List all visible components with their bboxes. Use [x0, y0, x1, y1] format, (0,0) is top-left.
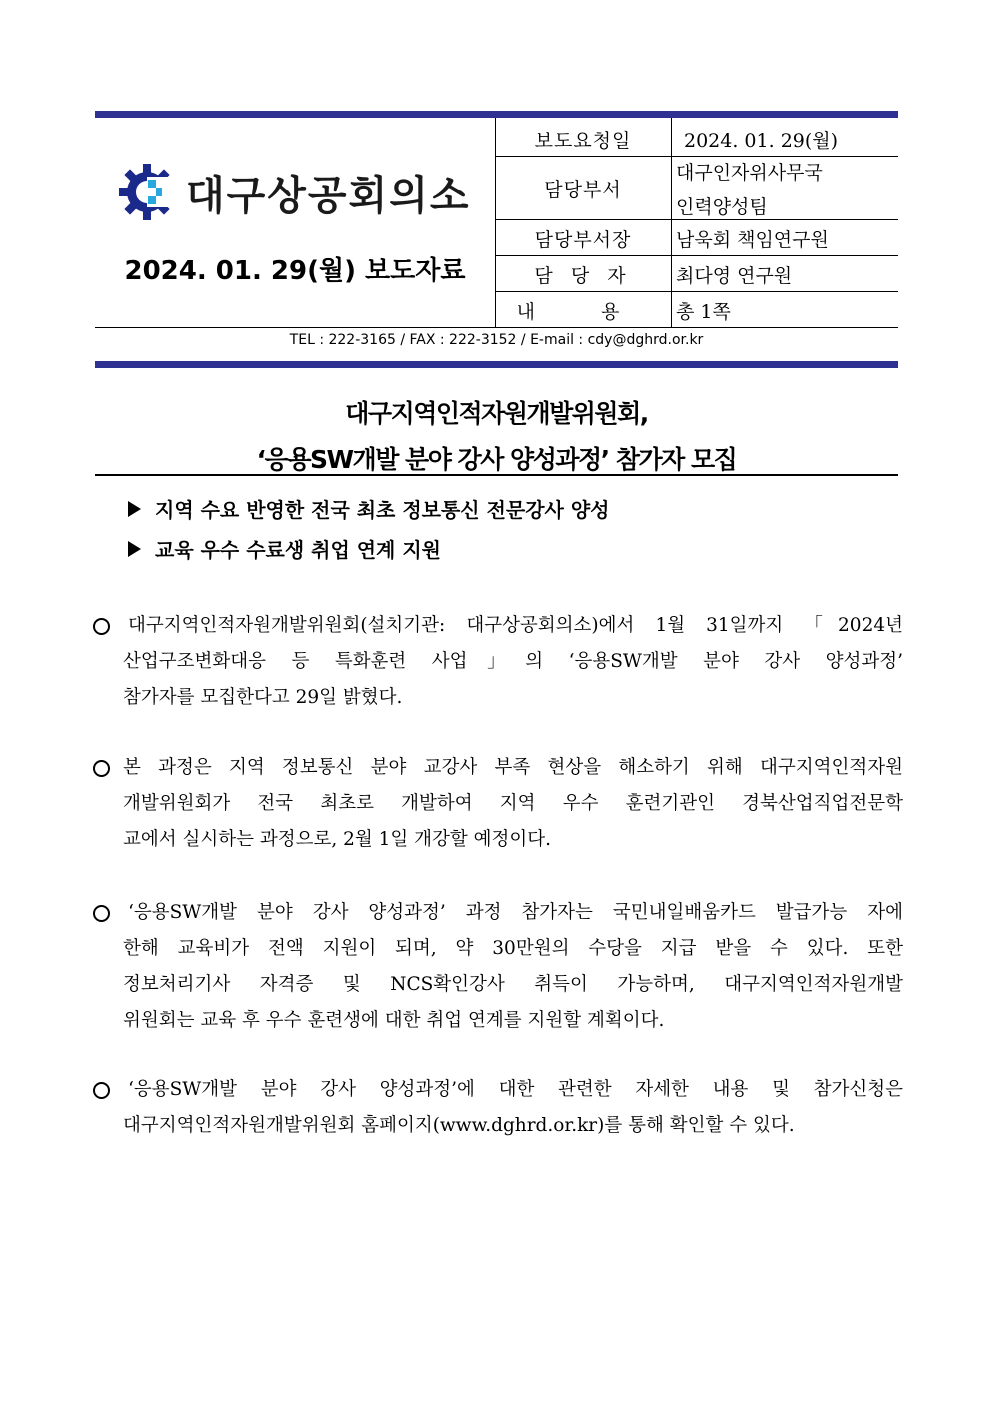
- paragraph-line: 대구지역인적자원개발위원회 홈페이지(www.dghrd.or.kr)를 통해 확인할 수 있다.: [123, 1115, 795, 1136]
- table-value-contact-person: 최다영 연구원: [676, 265, 793, 287]
- release-date: 2024. 01. 29(월) 보도자료: [124, 256, 466, 286]
- subhead-2: [128, 534, 441, 563]
- table-row-sep: [495, 219, 898, 220]
- table-value-dept-head: 남욱회 책임연구원: [676, 229, 829, 251]
- triangle-bullet-icon: [128, 541, 141, 557]
- triangle-bullet-icon: [128, 501, 141, 517]
- paragraph-line: 참가자를 모집한다고 29일 밝혔다.: [123, 687, 403, 708]
- table-row-sep: [495, 156, 898, 157]
- headline-underline: [95, 474, 898, 476]
- logo: [118, 162, 478, 222]
- paragraph-line: 개발위원회가 전국 최초로 개발하여 지역 우수 훈련기관인 경북산업직업전문학: [123, 793, 903, 814]
- table-divider: [671, 118, 672, 327]
- table-label-department: 담당부서: [544, 179, 622, 201]
- contact-info: TEL : 222-3165 / FAX : 222-3152 / E-mail : cdy@dghrd.or.kr: [289, 332, 704, 348]
- paragraph-line: ‘응용SW개발 분야 강사 양성과정’ 과정 참가자는 국민내일배움카드 발급가능 자에: [128, 902, 903, 923]
- table-row-sep: [495, 255, 898, 256]
- table-value-department-2: 인력양성팀: [676, 196, 768, 218]
- table-value-request-date: 2024. 01. 29(월): [684, 130, 839, 152]
- paragraph-line: 본 과정은 지역 정보통신 분야 교강사 부족 현상을 해소하기 위해 대구지역인적자원: [123, 757, 903, 778]
- table-bottom-border: [95, 327, 898, 328]
- gear-logo-icon: [118, 163, 176, 221]
- table-value-department-1: 대구인자위사무국: [676, 162, 823, 184]
- paragraph-line: 위원회는 교육 후 우수 훈련생에 대한 취업 연계를 지원할 계획이다.: [123, 1010, 665, 1031]
- subhead-1: [128, 494, 609, 523]
- table-label-contact-person: 담 당 자: [534, 265, 632, 287]
- table-row-sep: [495, 291, 898, 292]
- headline-line-1: 대구지역인적자원개발위원회,: [345, 399, 648, 428]
- circle-bullet-icon: [93, 760, 110, 777]
- subhead-text: 교육 우수 수료생 취업 연계 지원: [155, 538, 441, 562]
- circle-bullet-icon: [93, 618, 110, 635]
- paragraph-line: ‘응용SW개발 분야 강사 양성과정’에 대한 관련한 자세한 내용 및 참가신청은: [128, 1079, 903, 1100]
- logo-text: 대구상공회의소: [186, 172, 471, 219]
- paragraph-line: 정보처리기사 자격증 및 NCS확인강사 취득이 가능하며, 대구지역인적자원개발: [123, 974, 903, 995]
- header-bottom-rule: [95, 361, 898, 368]
- paragraph-line: 대구지역인적자원개발위원회(설치기관: 대구상공회의소)에서 1월 31일까지 「2024년: [128, 615, 903, 636]
- table-label-content: 내 용: [516, 301, 650, 323]
- paragraph-line: 한해 교육비가 전액 지원이 되며, 약 30만원의 수당을 지급 받을 수 있다. 또한: [123, 938, 903, 959]
- circle-bullet-icon: [93, 1082, 110, 1099]
- paragraph-line: 산업구조변화대응 등 특화훈련 사업」의 ‘응용SW개발 분야 강사 양성과정’: [123, 651, 903, 672]
- table-value-content: 총 1쪽: [676, 301, 731, 323]
- paragraph-line: 교에서 실시하는 과정으로, 2월 1일 개강할 예정이다.: [123, 829, 552, 850]
- table-label-dept-head: 담당부서장: [534, 229, 632, 251]
- table-label-request-date: 보도요청일: [534, 130, 632, 152]
- headline-line-2: ‘응용SW개발 분야 강사 양성과정’ 참가자 모집: [256, 445, 737, 474]
- top-rule: [95, 111, 898, 118]
- circle-bullet-icon: [93, 905, 110, 922]
- subhead-text: 지역 수요 반영한 전국 최초 정보통신 전문강사 양성: [155, 498, 610, 522]
